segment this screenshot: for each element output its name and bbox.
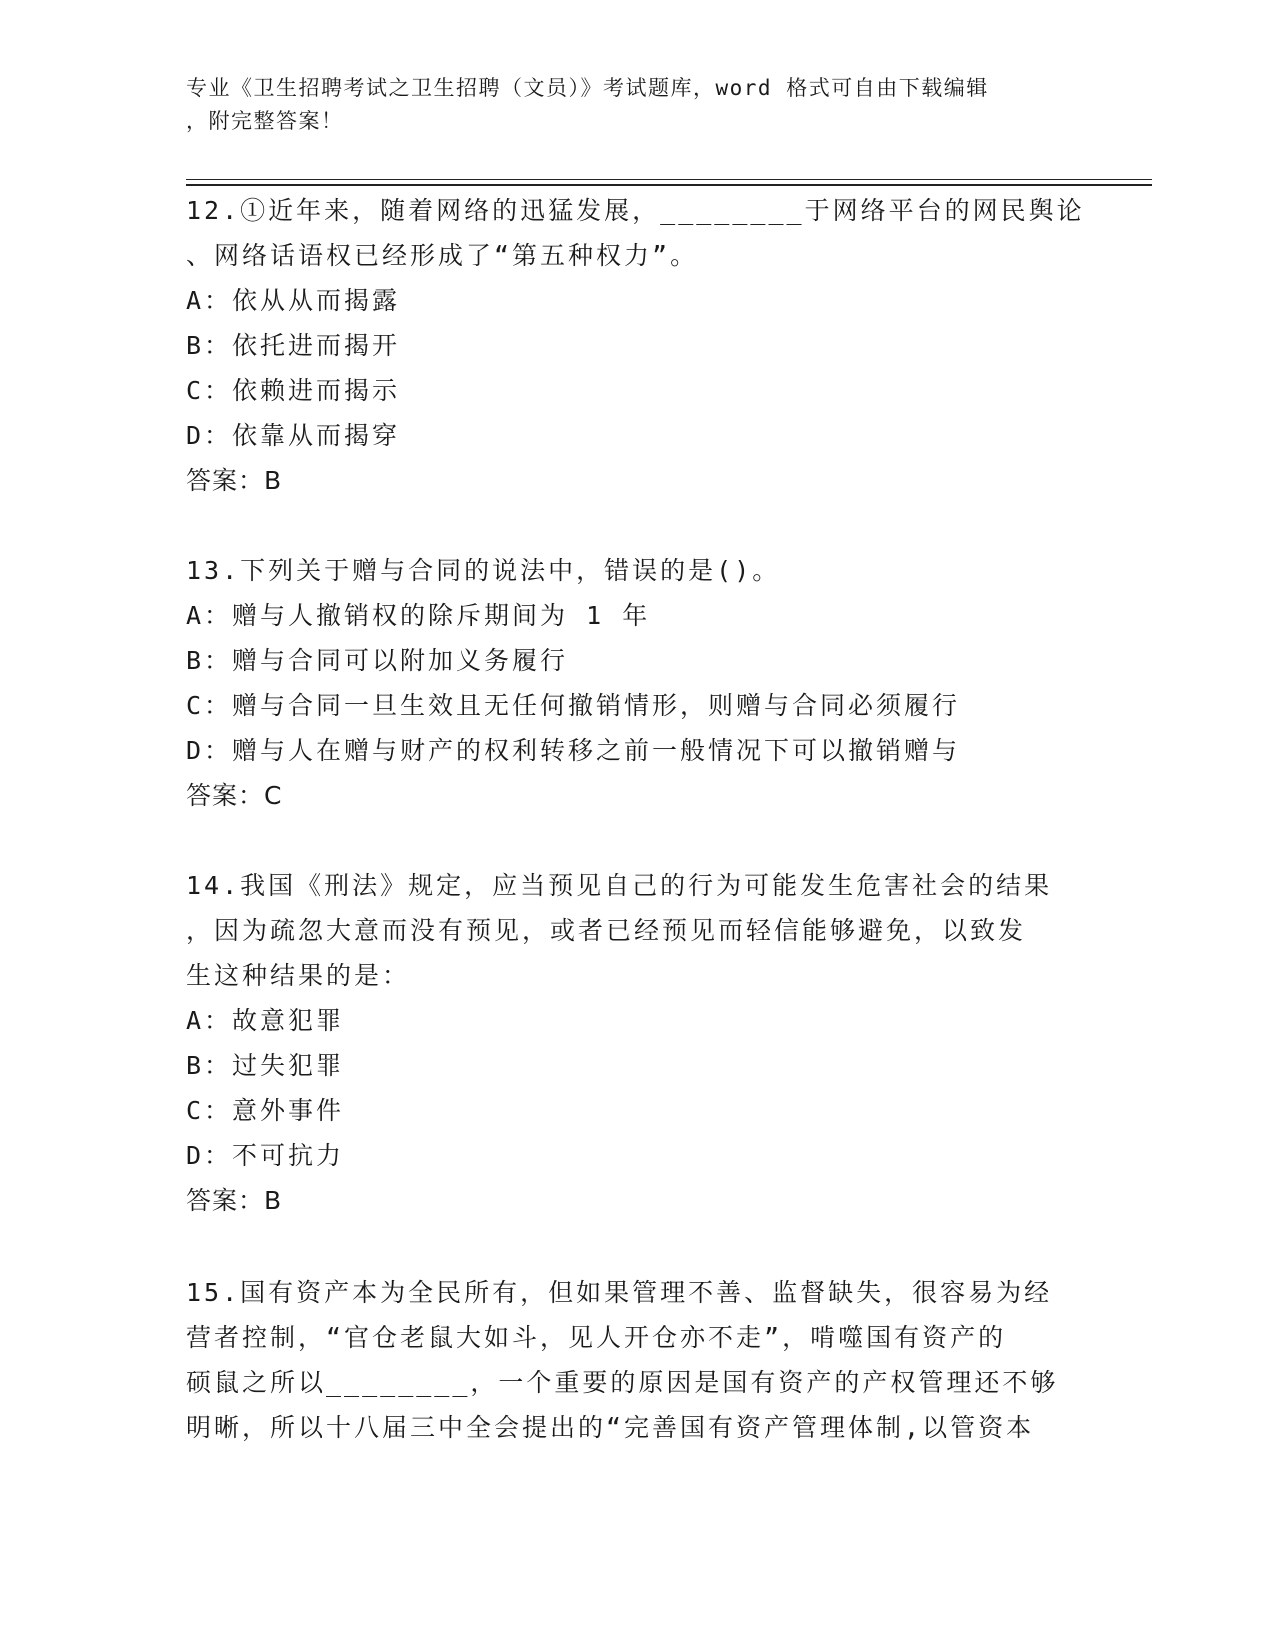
answer-line: 答案：C <box>186 781 283 810</box>
header-line-2: ，附完整答案！ <box>186 109 344 133</box>
option-d: D：依靠从而揭穿 <box>186 421 401 450</box>
question-stem-line: 硕鼠之所以________，一个重要的原因是国有资产的产权管理还不够 <box>186 1368 1059 1397</box>
option-d: D：赠与人在赠与财产的权利转移之前一般情况下可以撤销赠与 <box>186 736 961 765</box>
question-stem-line: 13.下列关于赠与合同的说法中，错误的是()。 <box>186 556 781 585</box>
option-a: A：故意犯罪 <box>186 1006 345 1035</box>
option-b: B：赠与合同可以附加义务履行 <box>186 646 569 675</box>
document-header <box>186 72 1066 138</box>
question-stem-line: 12.①近年来，随着网络的迅猛发展，________于网络平台的网民舆论 <box>186 196 1085 225</box>
header-line-1: 专业《卫生招聘考试之卫生招聘（文员）》考试题库，word 格式可自由下载编辑 <box>186 76 989 100</box>
question-stem-line: ，因为疏忽大意而没有预见，或者已经预见而轻信能够避免，以致发 <box>186 916 1027 945</box>
option-b: B：依托进而揭开 <box>186 331 401 360</box>
option-d: D：不可抗力 <box>186 1141 345 1170</box>
header-divider-thick <box>186 184 1152 186</box>
answer-line: 答案：B <box>186 466 283 495</box>
option-c: C：赠与合同一旦生效且无任何撤销情形，则赠与合同必须履行 <box>186 691 961 720</box>
question-12 <box>186 188 1086 503</box>
option-c: C：意外事件 <box>186 1096 345 1125</box>
question-stem-line: 生这种结果的是： <box>186 961 411 990</box>
question-stem-line: 、网络话语权已经形成了“第五种权力”。 <box>186 241 699 270</box>
option-a: A：依从从而揭露 <box>186 286 401 315</box>
option-a: A：赠与人撤销权的除斥期间为 1 年 <box>186 601 651 630</box>
question-stem-line: 14.我国《刑法》规定，应当预见自己的行为可能发生危害社会的结果 <box>186 871 1053 900</box>
question-13 <box>186 548 1086 818</box>
question-14 <box>186 863 1086 1223</box>
option-c: C：依赖进而揭示 <box>186 376 401 405</box>
question-stem-line: 15.国有资产本为全民所有，但如果管理不善、监督缺失，很容易为经 <box>186 1278 1053 1307</box>
question-15 <box>186 1270 1086 1450</box>
option-b: B：过失犯罪 <box>186 1051 345 1080</box>
question-stem-line: 营者控制，“官仓老鼠大如斗，见人开仓亦不走”，啃噬国有资产的 <box>186 1323 1007 1352</box>
answer-line: 答案：B <box>186 1186 283 1215</box>
question-stem-line: 明晰，所以十八届三中全会提出的“完善国有资产管理体制,以管资本 <box>186 1413 1035 1442</box>
header-divider-thin <box>186 179 1152 180</box>
